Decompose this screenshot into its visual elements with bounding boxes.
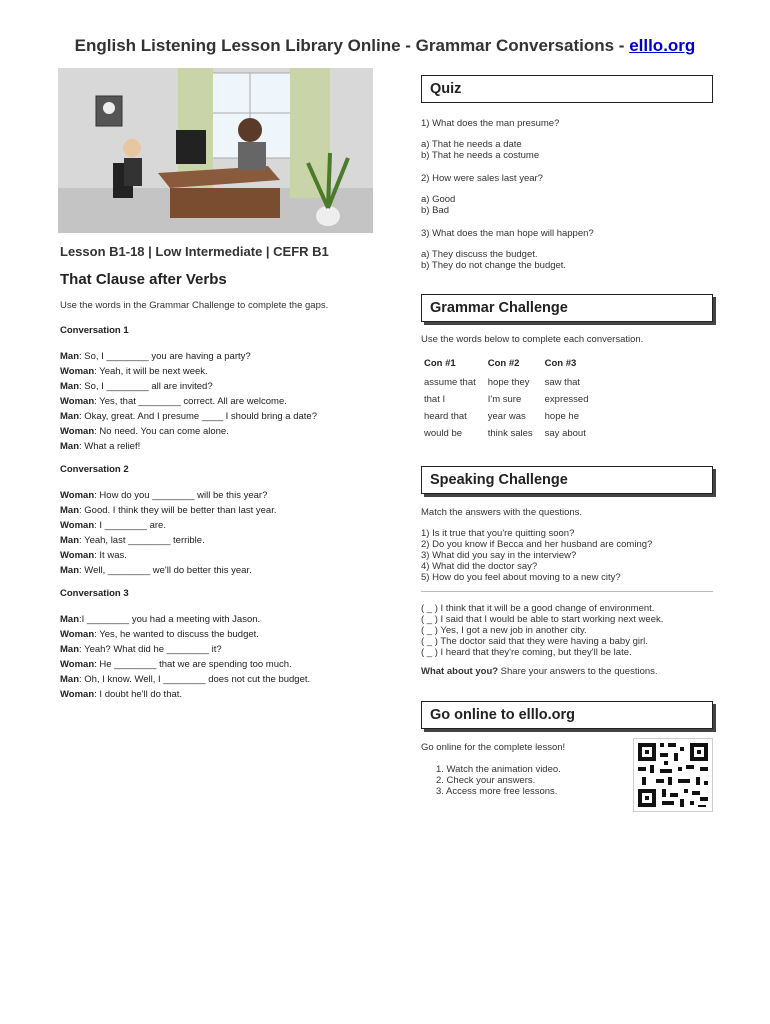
speaking-challenge-heading: Speaking Challenge — [421, 466, 713, 494]
grammar-challenge-heading: Grammar Challenge — [421, 294, 713, 322]
step-item: 1. Watch the animation video. — [436, 764, 561, 775]
quiz-question: 1) What does the man presume? — [421, 118, 560, 129]
dialogue-line: Woman: How do you ________ will be this year? — [60, 490, 268, 501]
table-row: assume that hope they saw that — [424, 377, 581, 388]
what-about-you: What about you? Share your answers to the questions. — [421, 666, 658, 677]
dialogue-line: Woman: I ________ are. — [60, 520, 166, 531]
quiz-option: b) That he needs a costume — [421, 150, 540, 161]
speaking-questions — [421, 528, 652, 583]
conversation-1 — [60, 349, 317, 454]
speaking-answers — [421, 603, 663, 658]
speaking-question: 1) Is it true that you're quitting soon? — [421, 528, 575, 539]
dialogue-line: Man: Good. I think they will be better than last year. — [60, 505, 277, 516]
speaking-instruction: Match the answers with the questions. — [421, 507, 583, 518]
table-row: heard that year was hope he — [424, 411, 579, 422]
page-title: English Listening Lesson Library Online - Grammar Conversations - elllo.org — [74, 36, 696, 55]
step-item: 2. Check your answers. — [436, 775, 536, 786]
lesson-instruction: Use the words in the Grammar Challenge to complete the gaps. — [60, 300, 329, 311]
speaking-question: 4) What did the doctor say? — [421, 561, 538, 572]
grammar-instruction: Use the words below to complete each conversation. — [421, 334, 644, 345]
lesson-meta: Lesson B1-18 | Low Intermediate | CEFR B1 — [60, 244, 329, 259]
table-row: that I I'm sure expressed — [424, 394, 589, 405]
dialogue-line: Woman: Yes, he wanted to discuss the budget. — [60, 629, 259, 640]
dialogue-line: Woman: No need. You can come alone. — [60, 426, 229, 437]
dialogue-line: Man: Yeah, last ________ terrible. — [60, 535, 205, 546]
elllo-link[interactable]: elllo.org — [629, 36, 696, 55]
dialogue-line: Woman: It was. — [60, 550, 127, 561]
speaking-answer: ( _ ) The doctor said that they were having a baby girl. — [421, 636, 648, 647]
dialogue-line: Man: Yeah? What did he ________ it? — [60, 644, 222, 655]
conversation-3-heading: Conversation 3 — [60, 588, 129, 599]
conversation-3 — [60, 612, 310, 702]
speaking-answer: ( _ ) I heard that they're coming, but they'll be late. — [421, 647, 632, 658]
dialogue-line: Man: What a relief! — [60, 441, 141, 452]
dialogue-line: Man: Well, ________ we'll do better this year. — [60, 565, 252, 576]
quiz-option: a) Good — [421, 194, 456, 205]
table-header: Con #3 — [544, 358, 577, 369]
quiz-option: b) They do not change the budget. — [421, 260, 567, 271]
table-header: Con #2 — [487, 358, 520, 369]
quiz-option: b) Bad — [421, 205, 449, 216]
dialogue-line: Man: So, I ________ you are having a party? — [60, 351, 251, 362]
speaking-question: 2) Do you know if Becca and her husband are coming? — [421, 539, 653, 550]
table-row: would be think sales say about — [424, 428, 586, 439]
speaking-question: 5) How do you feel about moving to a new city? — [421, 572, 621, 583]
lesson-illustration — [58, 68, 373, 233]
dialogue-line: Man: Okay, great. And I presume ____ I should bring a date? — [60, 411, 318, 422]
speaking-answer: ( _ ) I said that I would be able to start working next week. — [421, 614, 664, 625]
dialogue-line: Woman: I doubt he'll do that. — [60, 689, 183, 700]
speaking-question: 3) What did you say in the interview? — [421, 550, 577, 561]
go-online-steps — [436, 764, 561, 797]
go-online-heading: Go online to elllo.org — [421, 701, 713, 729]
quiz-question: 3) What does the man hope will happen? — [421, 228, 594, 239]
dialogue-line: Man:I ________ you had a meeting with Jason. — [60, 614, 261, 625]
speaking-answer: ( _ ) I think that it will be a good change of environment. — [421, 603, 655, 614]
step-item: 3. Access more free lessons. — [436, 786, 558, 797]
dialogue-line: Woman: Yes, that ________ correct. All are welcome. — [60, 396, 287, 407]
divider — [421, 591, 713, 592]
quiz-heading: Quiz — [421, 75, 713, 103]
go-online-intro: Go online for the complete lesson! — [421, 742, 566, 753]
quiz-option: a) That he needs a date — [421, 139, 522, 150]
quiz-question: 2) How were sales last year? — [421, 173, 543, 184]
lesson-title: That Clause after Verbs — [60, 271, 227, 288]
conversation-1-heading: Conversation 1 — [60, 325, 129, 336]
dialogue-line: Woman: He ________ that we are spending too much. — [60, 659, 292, 670]
dialogue-line: Woman: Yeah, it will be next week. — [60, 366, 208, 377]
table-header: Con #1 — [424, 358, 456, 369]
speaking-answer: ( _ ) Yes, I got a new job in another city. — [421, 625, 587, 636]
conversation-2-heading: Conversation 2 — [60, 464, 129, 475]
quiz-option: a) They discuss the budget. — [421, 249, 538, 260]
quiz-questions — [421, 118, 594, 271]
grammar-word-table — [424, 358, 600, 445]
qr-code-icon[interactable] — [633, 738, 713, 812]
dialogue-line: Man: So, I ________ all are invited? — [60, 381, 213, 392]
conversation-2 — [60, 488, 277, 578]
dialogue-line: Man: Oh, I know. Well, I ________ does not cut the budget. — [60, 674, 311, 685]
